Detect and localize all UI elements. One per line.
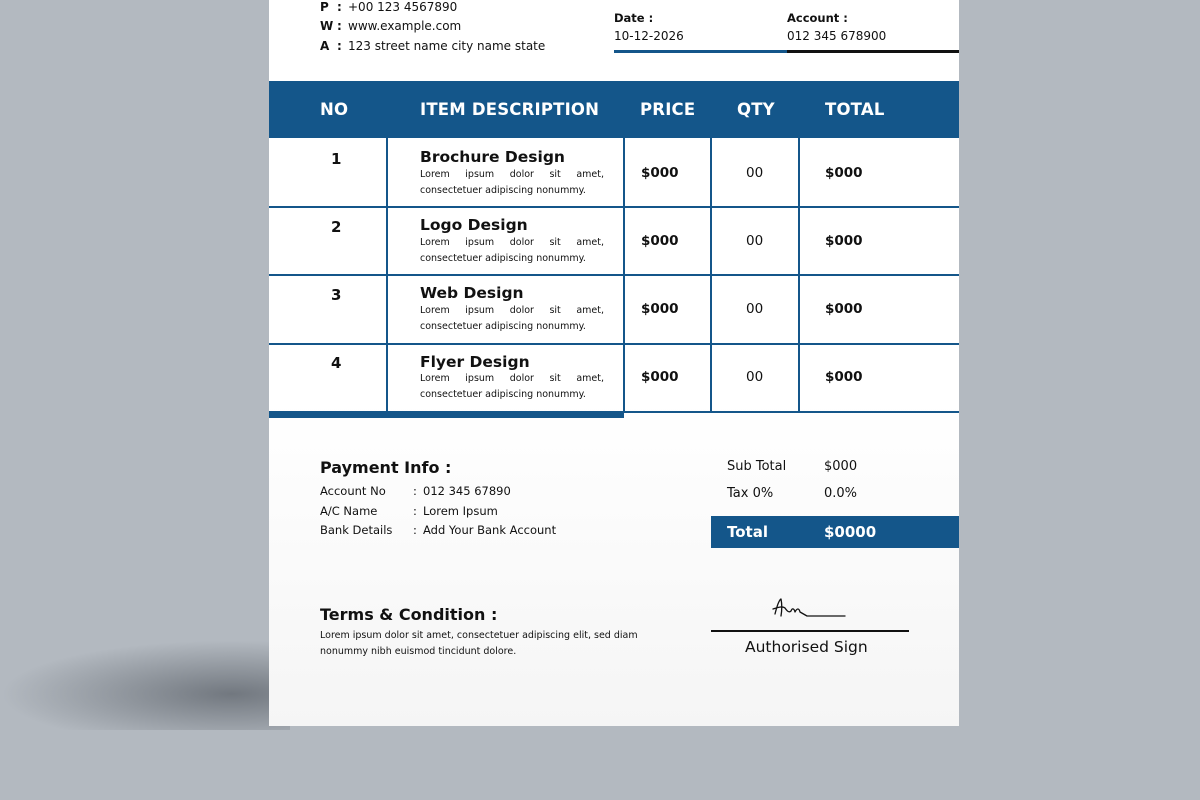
phone-key: P	[320, 0, 329, 14]
signature-scribble	[769, 596, 849, 620]
header-description: ITEM DESCRIPTION	[420, 100, 600, 119]
account-number-value: 012 345 67890	[423, 484, 511, 498]
table-header	[269, 81, 959, 138]
tax-value: 0.0%	[824, 486, 858, 501]
account-value: 012 345 678900	[787, 29, 887, 43]
address-sep: :	[337, 39, 342, 53]
date-label: Date :	[614, 11, 654, 25]
item-price: $000	[641, 369, 679, 385]
item-description: Lorem ipsum dolor sit amet, consectetuer adipiscing nonummy.	[420, 305, 604, 332]
column-divider	[710, 138, 712, 412]
signature-line	[711, 630, 909, 632]
address-key: A	[320, 39, 330, 53]
item-qty: 00	[746, 233, 764, 249]
payment-key: Bank Details	[320, 523, 393, 537]
column-divider	[386, 138, 388, 412]
item-title: Flyer Design	[420, 353, 530, 371]
payment-sep: :	[413, 523, 417, 537]
phone-value: +00 123 4567890	[348, 0, 458, 14]
header-price: PRICE	[640, 100, 696, 119]
payment-sep: :	[413, 484, 417, 498]
row-number: 2	[331, 218, 342, 236]
payment-sep: :	[413, 504, 417, 518]
terms-text: Lorem ipsum dolor sit amet, consectetuer adipiscing elit, sed diam nonummy nibh euismod tincidunt dolore.	[320, 630, 638, 657]
item-total: $000	[825, 369, 863, 385]
row-number: 3	[331, 286, 342, 304]
column-divider	[798, 138, 800, 412]
subtotal-value: $000	[824, 459, 858, 474]
item-total: $000	[825, 301, 863, 317]
bank-details-value: Add Your Bank Account	[423, 523, 557, 537]
item-total: $000	[825, 233, 863, 249]
item-total: $000	[825, 165, 863, 181]
item-price: $000	[641, 165, 679, 181]
row-number: 1	[331, 150, 342, 168]
table-bottom-accent	[269, 411, 624, 418]
row-divider	[269, 274, 959, 276]
website-sep: :	[337, 19, 342, 33]
item-price: $000	[641, 301, 679, 317]
item-description: Lorem ipsum dolor sit amet, consectetuer adipiscing nonummy.	[420, 373, 604, 400]
tax-label: Tax 0%	[727, 486, 774, 501]
item-title: Web Design	[420, 284, 524, 302]
total-label: Total	[727, 523, 768, 541]
total-value: $0000	[824, 523, 877, 541]
payment-key: A/C Name	[320, 504, 378, 518]
total-bar	[711, 516, 959, 548]
item-qty: 00	[746, 301, 764, 317]
page-shadow	[0, 640, 290, 730]
item-title: Logo Design	[420, 216, 528, 234]
account-name-value: Lorem Ipsum	[423, 504, 498, 518]
account-underline	[787, 50, 959, 53]
date-underline	[614, 50, 787, 53]
website-value: www.example.com	[348, 19, 462, 33]
header-no: NO	[320, 100, 349, 119]
website-key: W	[320, 19, 334, 33]
date-value: 10-12-2026	[614, 29, 684, 43]
item-price: $000	[641, 233, 679, 249]
row-number: 4	[331, 354, 342, 372]
signature-label: Authorised Sign	[745, 638, 868, 656]
header-total: TOTAL	[825, 100, 885, 119]
payment-key: Account No	[320, 484, 386, 498]
payment-title: Payment Info :	[320, 458, 452, 477]
account-label: Account :	[787, 11, 848, 25]
terms-title: Terms & Condition :	[320, 605, 498, 624]
row-divider	[269, 343, 959, 345]
invoice-page	[269, 0, 959, 726]
item-description: Lorem ipsum dolor sit amet, consectetuer adipiscing nonummy.	[420, 169, 604, 196]
item-description: Lorem ipsum dolor sit amet, consectetuer adipiscing nonummy.	[420, 237, 604, 264]
row-divider	[269, 206, 959, 208]
address-value: 123 street name city name state	[348, 39, 546, 53]
column-divider	[623, 138, 625, 412]
subtotal-label: Sub Total	[727, 459, 787, 474]
item-title: Brochure Design	[420, 148, 565, 166]
header-qty: QTY	[737, 100, 775, 119]
phone-sep: :	[337, 0, 342, 14]
item-qty: 00	[746, 369, 764, 385]
item-qty: 00	[746, 165, 764, 181]
